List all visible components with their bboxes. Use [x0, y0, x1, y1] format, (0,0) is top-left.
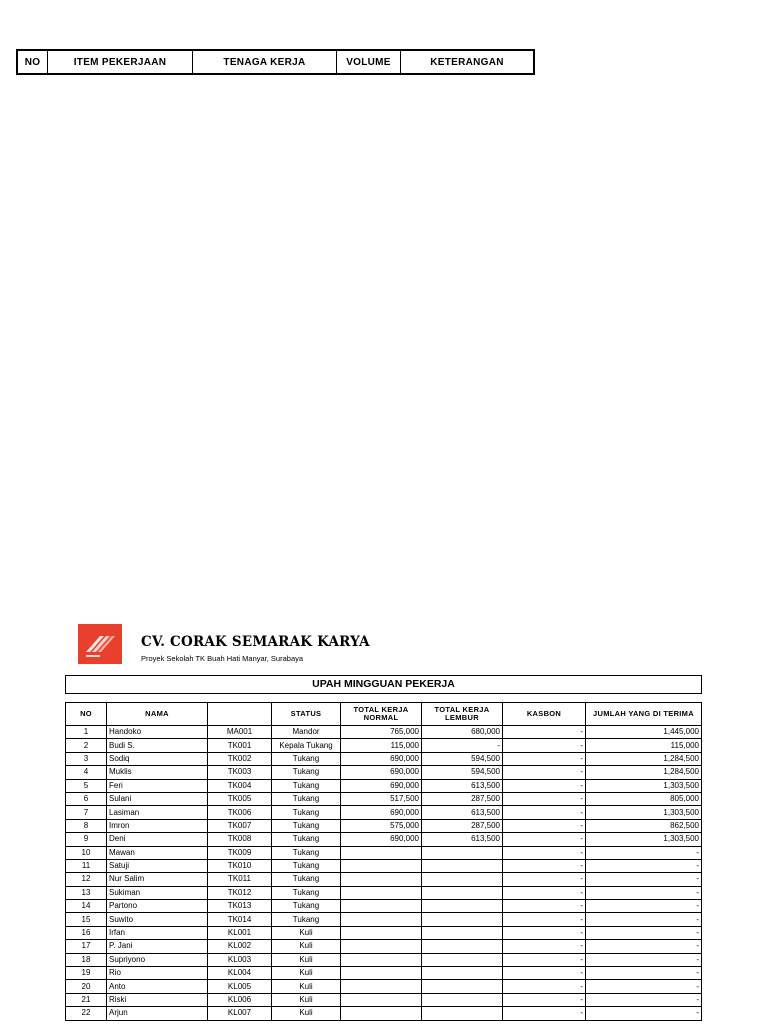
row-no: 5	[66, 779, 107, 792]
row-jumlah: -	[586, 993, 702, 1006]
row-total-lembur	[422, 980, 503, 993]
row-worker-id: TK014	[208, 913, 272, 926]
row-status: Kuli	[272, 980, 341, 993]
row-kasbon: -	[503, 833, 586, 846]
row-name: Supriyono	[107, 953, 208, 966]
table-row	[66, 766, 702, 779]
header-no: NO	[17, 50, 48, 74]
row-no: 11	[66, 859, 107, 872]
row-name: Satuji	[107, 859, 208, 872]
row-status: Tukang	[272, 766, 341, 779]
row-no: 18	[66, 953, 107, 966]
row-name: Sulani	[107, 792, 208, 805]
row-name: Riski	[107, 993, 208, 1006]
row-kasbon: -	[503, 980, 586, 993]
row-worker-id: TK006	[208, 806, 272, 819]
row-worker-id: KL002	[208, 940, 272, 953]
row-status: Tukang	[272, 859, 341, 872]
row-total-lembur	[422, 926, 503, 939]
table-row	[66, 940, 702, 953]
row-no: 1	[66, 726, 107, 739]
row-status: Tukang	[272, 886, 341, 899]
row-status: Kuli	[272, 940, 341, 953]
table-row	[66, 953, 702, 966]
table-row	[66, 859, 702, 872]
row-worker-id: TK004	[208, 779, 272, 792]
row-no: 21	[66, 993, 107, 1006]
row-name: Anto	[107, 980, 208, 993]
row-name: Arjun	[107, 1007, 208, 1020]
row-total-normal	[341, 1007, 422, 1020]
row-status: Kuli	[272, 926, 341, 939]
row-no: 20	[66, 980, 107, 993]
row-name: Rio	[107, 967, 208, 980]
row-total-lembur	[422, 846, 503, 859]
row-no: 19	[66, 967, 107, 980]
row-worker-id: KL006	[208, 993, 272, 1006]
row-total-normal: 575,000	[341, 819, 422, 832]
row-status: Tukang	[272, 779, 341, 792]
row-worker-id: TK011	[208, 873, 272, 886]
row-jumlah: 1,303,500	[586, 779, 702, 792]
row-no: 4	[66, 766, 107, 779]
row-kasbon: -	[503, 859, 586, 872]
row-total-lembur: 594,500	[422, 752, 503, 765]
row-jumlah: 1,284,500	[586, 766, 702, 779]
row-status: Tukang	[272, 846, 341, 859]
table-row	[66, 926, 702, 939]
row-status: Kuli	[272, 993, 341, 1006]
row-kasbon: -	[503, 779, 586, 792]
row-status: Kuli	[272, 1007, 341, 1020]
col-nama: NAMA	[107, 703, 208, 726]
row-kasbon: -	[503, 726, 586, 739]
col-no: NO	[66, 703, 107, 726]
row-jumlah: 1,303,500	[586, 833, 702, 846]
wage-header-row	[66, 703, 702, 726]
row-jumlah: 1,284,500	[586, 752, 702, 765]
row-kasbon: -	[503, 766, 586, 779]
col-id	[208, 703, 272, 726]
header-item-pekerjaan: ITEM PEKERJAAN	[48, 50, 193, 74]
row-worker-id: TK007	[208, 819, 272, 832]
row-kasbon: -	[503, 819, 586, 832]
row-kasbon: -	[503, 846, 586, 859]
row-total-lembur	[422, 859, 503, 872]
project-name: Proyek Sekolah TK Buah Hati Manyar, Surabaya	[141, 654, 304, 663]
row-status: Tukang	[272, 792, 341, 805]
row-total-lembur: 613,500	[422, 806, 503, 819]
wage-table-body	[66, 726, 702, 1021]
row-worker-id: KL004	[208, 967, 272, 980]
row-total-lembur	[422, 953, 503, 966]
row-total-lembur	[422, 873, 503, 886]
row-no: 17	[66, 940, 107, 953]
table-row	[66, 886, 702, 899]
row-no: 3	[66, 752, 107, 765]
header-keterangan: KETERANGAN	[401, 50, 535, 74]
col-status: STATUS	[272, 703, 341, 726]
row-status: Mandor	[272, 726, 341, 739]
row-jumlah: -	[586, 1007, 702, 1020]
row-status: Tukang	[272, 833, 341, 846]
table-row	[66, 833, 702, 846]
row-name: Sodiq	[107, 752, 208, 765]
company-name: CV. CORAK SEMARAK KARYA	[141, 634, 370, 650]
row-no: 15	[66, 913, 107, 926]
row-no: 13	[66, 886, 107, 899]
row-total-normal	[341, 859, 422, 872]
row-kasbon: -	[503, 913, 586, 926]
row-total-normal	[341, 953, 422, 966]
row-name: P. Jani	[107, 940, 208, 953]
row-status: Kuli	[272, 967, 341, 980]
table-row	[66, 993, 702, 1006]
company-logo	[78, 624, 122, 664]
row-kasbon: -	[503, 926, 586, 939]
row-jumlah: -	[586, 913, 702, 926]
row-jumlah: -	[586, 873, 702, 886]
row-worker-id: TK012	[208, 886, 272, 899]
table-row	[66, 846, 702, 859]
row-name: Partono	[107, 900, 208, 913]
work-item-header-row	[17, 50, 534, 74]
row-no: 10	[66, 846, 107, 859]
row-worker-id: TK002	[208, 752, 272, 765]
row-total-lembur: 594,500	[422, 766, 503, 779]
row-jumlah: 115,000	[586, 739, 702, 752]
row-worker-id: KL007	[208, 1007, 272, 1020]
row-total-normal: 765,000	[341, 726, 422, 739]
header-tenaga-kerja: TENAGA KERJA	[193, 50, 337, 74]
row-total-lembur: 287,500	[422, 819, 503, 832]
col-jumlah: JUMLAH YANG DI TERIMA	[586, 703, 702, 726]
row-total-normal	[341, 900, 422, 913]
row-total-lembur	[422, 940, 503, 953]
row-no: 9	[66, 833, 107, 846]
row-kasbon: -	[503, 967, 586, 980]
row-jumlah: -	[586, 886, 702, 899]
row-no: 6	[66, 792, 107, 805]
table-row	[66, 726, 702, 739]
row-jumlah: 862,500	[586, 819, 702, 832]
row-kasbon: -	[503, 806, 586, 819]
row-total-normal	[341, 967, 422, 980]
row-name: Nur Salim	[107, 873, 208, 886]
row-jumlah: -	[586, 967, 702, 980]
table-row	[66, 739, 702, 752]
row-status: Tukang	[272, 913, 341, 926]
row-name: Budi S.	[107, 739, 208, 752]
row-worker-id: TK013	[208, 900, 272, 913]
row-total-lembur	[422, 1007, 503, 1020]
row-status: Tukang	[272, 873, 341, 886]
table-row	[66, 819, 702, 832]
row-name: Imron	[107, 819, 208, 832]
row-name: Lasiman	[107, 806, 208, 819]
col-total-lembur: TOTAL KERJA LEMBUR	[422, 703, 503, 726]
row-name: Mawan	[107, 846, 208, 859]
row-total-normal	[341, 913, 422, 926]
row-status: Tukang	[272, 819, 341, 832]
row-no: 16	[66, 926, 107, 939]
row-no: 22	[66, 1007, 107, 1020]
row-total-normal	[341, 846, 422, 859]
row-total-normal: 517,500	[341, 792, 422, 805]
row-status: Tukang	[272, 900, 341, 913]
row-total-normal: 115,000	[341, 739, 422, 752]
row-total-normal	[341, 886, 422, 899]
row-jumlah: 805,000	[586, 792, 702, 805]
row-total-lembur	[422, 900, 503, 913]
row-total-normal: 690,000	[341, 752, 422, 765]
row-jumlah: -	[586, 900, 702, 913]
row-no: 7	[66, 806, 107, 819]
row-name: Handoko	[107, 726, 208, 739]
table-row	[66, 806, 702, 819]
table-row	[66, 779, 702, 792]
row-jumlah: -	[586, 953, 702, 966]
row-worker-id: TK010	[208, 859, 272, 872]
row-jumlah: 1,303,500	[586, 806, 702, 819]
row-kasbon: -	[503, 1007, 586, 1020]
row-total-lembur	[422, 886, 503, 899]
row-kasbon: -	[503, 886, 586, 899]
row-total-lembur: 680,000	[422, 726, 503, 739]
table-row	[66, 913, 702, 926]
row-total-normal: 690,000	[341, 806, 422, 819]
table-row	[66, 900, 702, 913]
row-name: Sukiman	[107, 886, 208, 899]
report-title: UPAH MINGGUAN PEKERJA	[65, 675, 702, 694]
row-worker-id: KL001	[208, 926, 272, 939]
row-status: Kuli	[272, 953, 341, 966]
row-total-normal	[341, 940, 422, 953]
row-total-lembur: 613,500	[422, 833, 503, 846]
table-row	[66, 980, 702, 993]
row-total-normal: 690,000	[341, 779, 422, 792]
col-kasbon: KASBON	[503, 703, 586, 726]
row-kasbon: -	[503, 792, 586, 805]
row-total-lembur	[422, 913, 503, 926]
row-total-lembur: 613,500	[422, 779, 503, 792]
wage-table	[65, 702, 702, 1021]
row-jumlah: -	[586, 846, 702, 859]
row-worker-id: MA001	[208, 726, 272, 739]
table-row	[66, 873, 702, 886]
row-worker-id: KL003	[208, 953, 272, 966]
row-kasbon: -	[503, 900, 586, 913]
header-volume: VOLUME	[337, 50, 401, 74]
table-row	[66, 792, 702, 805]
row-total-normal: 690,000	[341, 766, 422, 779]
row-jumlah: 1,445,000	[586, 726, 702, 739]
table-row	[66, 1007, 702, 1020]
row-name: Feri	[107, 779, 208, 792]
row-kasbon: -	[503, 953, 586, 966]
row-kasbon: -	[503, 739, 586, 752]
row-jumlah: -	[586, 980, 702, 993]
row-worker-id: TK009	[208, 846, 272, 859]
row-status: Kepala Tukang	[272, 739, 341, 752]
row-worker-id: TK003	[208, 766, 272, 779]
row-kasbon: -	[503, 993, 586, 1006]
row-worker-id: TK008	[208, 833, 272, 846]
row-jumlah: -	[586, 859, 702, 872]
work-item-table	[16, 49, 535, 75]
row-name: Irfan	[107, 926, 208, 939]
row-jumlah: -	[586, 926, 702, 939]
row-kasbon: -	[503, 873, 586, 886]
row-status: Tukang	[272, 752, 341, 765]
row-name: Deni	[107, 833, 208, 846]
row-total-lembur: 287,500	[422, 792, 503, 805]
row-no: 12	[66, 873, 107, 886]
row-worker-id: TK001	[208, 739, 272, 752]
row-kasbon: -	[503, 940, 586, 953]
row-total-normal	[341, 926, 422, 939]
row-worker-id: KL005	[208, 980, 272, 993]
row-total-lembur: -	[422, 739, 503, 752]
row-no: 2	[66, 739, 107, 752]
row-name: Muklis	[107, 766, 208, 779]
row-total-lembur	[422, 993, 503, 1006]
row-status: Tukang	[272, 806, 341, 819]
col-total-normal: TOTAL KERJA NORMAL	[341, 703, 422, 726]
row-total-normal: 690,000	[341, 833, 422, 846]
row-no: 14	[66, 900, 107, 913]
table-row	[66, 967, 702, 980]
row-name: Suwito	[107, 913, 208, 926]
row-total-normal	[341, 873, 422, 886]
row-worker-id: TK005	[208, 792, 272, 805]
row-total-normal	[341, 980, 422, 993]
row-total-lembur	[422, 967, 503, 980]
row-jumlah: -	[586, 940, 702, 953]
table-row	[66, 752, 702, 765]
row-no: 8	[66, 819, 107, 832]
row-total-normal	[341, 993, 422, 1006]
row-kasbon: -	[503, 752, 586, 765]
